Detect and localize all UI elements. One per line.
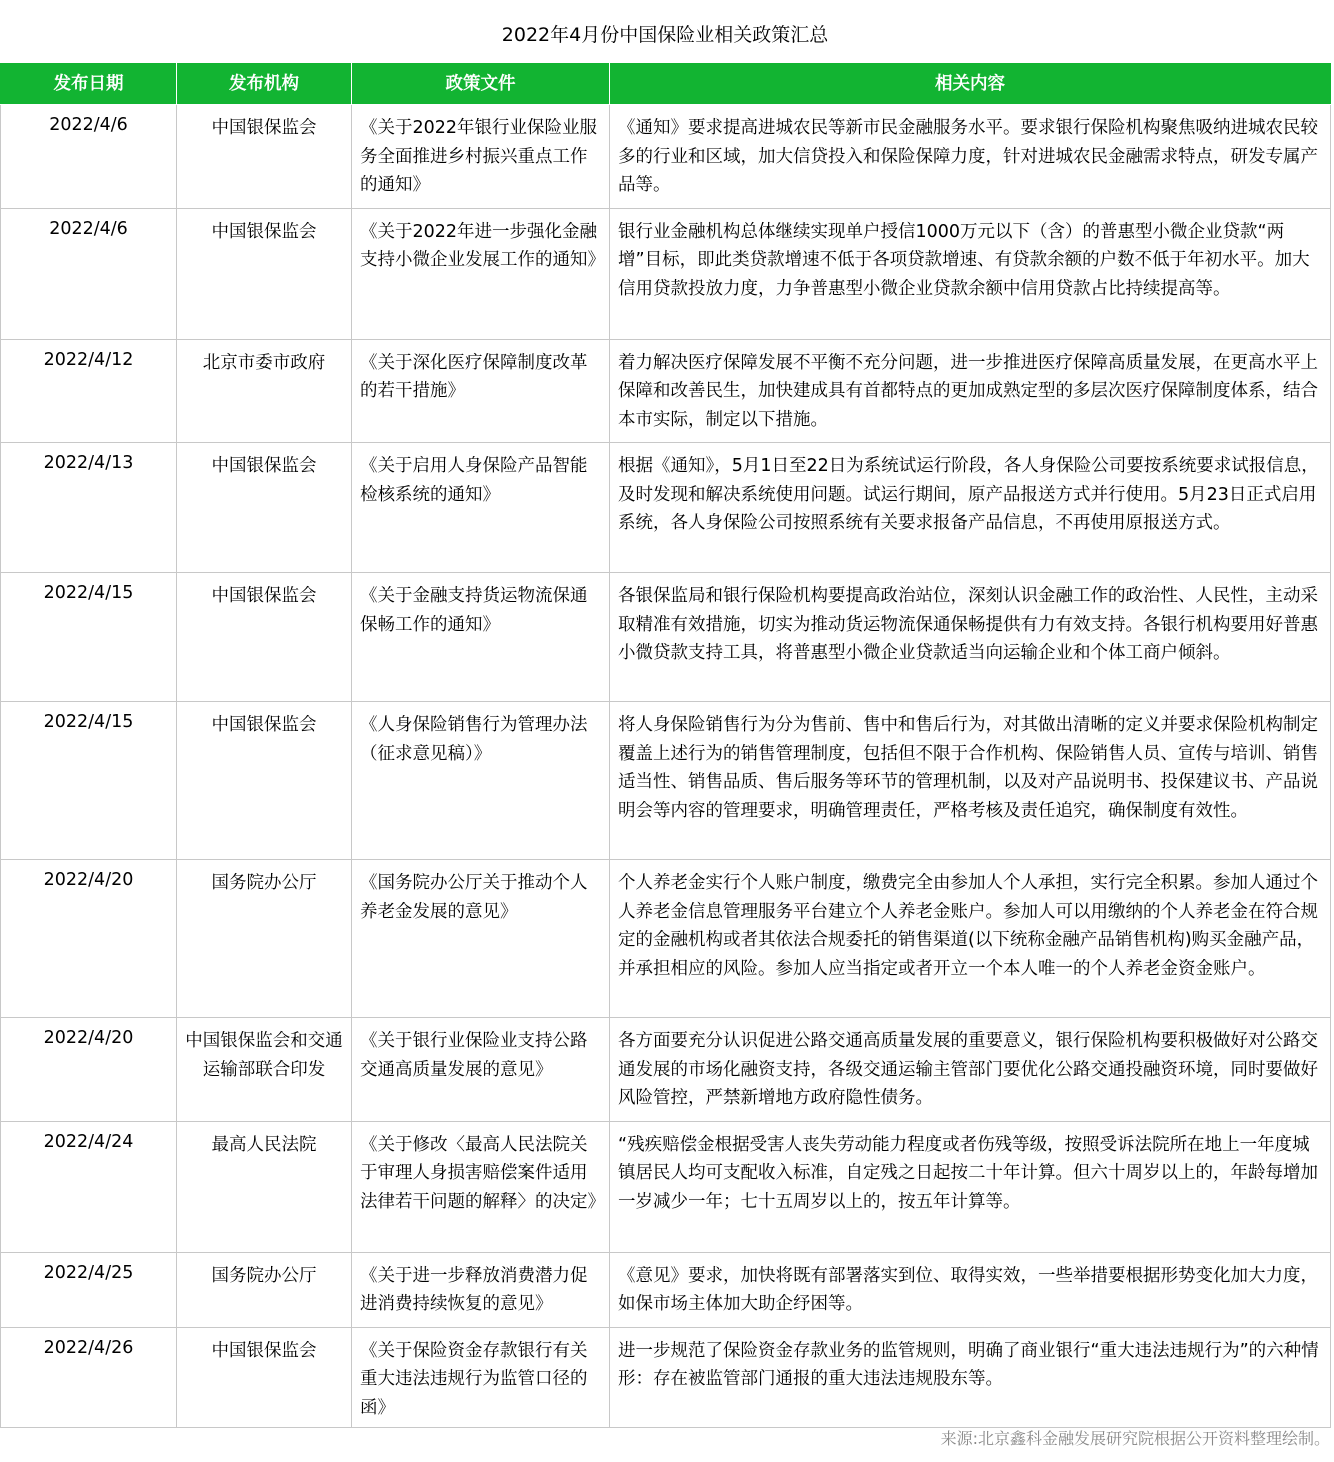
cell-doc: 《关于深化医疗保障制度改革的若干措施》 bbox=[352, 339, 610, 443]
cell-content: 《意见》要求，加快将既有部署落实到位、取得实效，一些举措要根据形势变化加大力度，如保市场主体加大助企纾困等。 bbox=[610, 1252, 1331, 1327]
table-row bbox=[1, 443, 1331, 573]
cell-doc: 《关于启用人身保险产品智能检核系统的通知》 bbox=[352, 443, 610, 573]
cell-date: 2022/4/15 bbox=[1, 573, 177, 702]
table-row bbox=[1, 1252, 1331, 1327]
cell-date: 2022/4/12 bbox=[1, 339, 177, 443]
cell-date: 2022/4/13 bbox=[1, 443, 177, 573]
cell-date: 2022/4/15 bbox=[1, 702, 177, 860]
table-row bbox=[1, 339, 1331, 443]
cell-doc: 《国务院办公厅关于推动个人养老金发展的意见》 bbox=[352, 860, 610, 1018]
cell-date: 2022/4/20 bbox=[1, 1018, 177, 1122]
cell-org: 中国银保监会 bbox=[177, 105, 352, 209]
cell-date: 2022/4/26 bbox=[1, 1327, 177, 1427]
column-header-date: 发布日期 bbox=[1, 64, 177, 105]
cell-doc: 《关于金融支持货运物流保通保畅工作的通知》 bbox=[352, 573, 610, 702]
column-header-content: 相关内容 bbox=[610, 64, 1331, 105]
table-row bbox=[1, 105, 1331, 209]
cell-content: 着力解决医疗保障发展不平衡不充分问题，进一步推进医疗保障高质量发展，在更高水平上保障和改善民生，加快建成具有首都特点的更加成熟定型的多层次医疗保障制度体系，结合本市实际，制定以下措施。 bbox=[610, 339, 1331, 443]
cell-org: 国务院办公厅 bbox=[177, 1252, 352, 1327]
table-row bbox=[1, 1018, 1331, 1122]
cell-content: 个人养老金实行个人账户制度，缴费完全由参加人个人承担，实行完全积累。参加人通过个人养老金信息管理服务平台建立个人养老金账户。参加人可以用缴纳的个人养老金在符合规定的金融机构或者其依法合规委托的销售渠道(以下统称金融产品销售机构)购买金融产品，并承担相应的风险。参加人应当指定或者开立一个本人唯一的个人养老金资金账户。 bbox=[610, 860, 1331, 1018]
cell-content: “残疾赔偿金根据受害人丧失劳动能力程度或者伤残等级，按照受诉法院所在地上一年度城镇居民人均可支配收入标准，自定残之日起按二十年计算。但六十周岁以上的，年龄每增加一岁减少一年；七十五周岁以上的，按五年计算等。 bbox=[610, 1121, 1331, 1252]
cell-content: 银行业金融机构总体继续实现单户授信1000万元以下（含）的普惠型小微企业贷款“两增”目标，即此类贷款增速不低于各项贷款增速、有贷款余额的户数不低于年初水平。加大信用贷款投放力度，力争普惠型小微企业贷款余额中信用贷款占比持续提高等。 bbox=[610, 208, 1331, 339]
cell-date: 2022/4/6 bbox=[1, 208, 177, 339]
cell-doc: 《关于银行业保险业支持公路交通高质量发展的意见》 bbox=[352, 1018, 610, 1122]
cell-org: 中国银保监会 bbox=[177, 702, 352, 860]
cell-org: 中国银保监会 bbox=[177, 1327, 352, 1427]
cell-org: 中国银保监会和交通运输部联合印发 bbox=[177, 1018, 352, 1122]
table-header-row bbox=[1, 64, 1331, 105]
cell-content: 进一步规范了保险资金存款业务的监管规则，明确了商业银行“重大违法违规行为”的六种情形：存在被监管部门通报的重大违法违规股东等。 bbox=[610, 1327, 1331, 1427]
cell-doc: 《关于2022年进一步强化金融支持小微企业发展工作的通知》 bbox=[352, 208, 610, 339]
column-header-org: 发布机构 bbox=[177, 64, 352, 105]
cell-doc: 《关于保险资金存款银行有关重大违法违规行为监管口径的函》 bbox=[352, 1327, 610, 1427]
policy-table bbox=[0, 63, 1331, 1428]
cell-org: 中国银保监会 bbox=[177, 443, 352, 573]
cell-content: 将人身保险销售行为分为售前、售中和售后行为，对其做出清晰的定义并要求保险机构制定覆盖上述行为的销售管理制度，包括但不限于合作机构、保险销售人员、宣传与培训、销售适当性、销售品质、售后服务等环节的管理机制，以及对产品说明书、投保建议书、产品说明会等内容的管理要求，明确管理责任，严格考核及责任追究，确保制度有效性。 bbox=[610, 702, 1331, 860]
column-header-doc: 政策文件 bbox=[352, 64, 610, 105]
table-row bbox=[1, 860, 1331, 1018]
cell-org: 最高人民法院 bbox=[177, 1121, 352, 1252]
cell-date: 2022/4/20 bbox=[1, 860, 177, 1018]
cell-content: 根据《通知》，5月1日至22日为系统试运行阶段，各人身保险公司要按系统要求试报信息，及时发现和解决系统使用问题。试运行期间，原产品报送方式并行使用。5月23日正式启用系统，各人身保险公司按照系统有关要求报备产品信息，不再使用原报送方式。 bbox=[610, 443, 1331, 573]
cell-doc: 《关于2022年银行业保险业服务全面推进乡村振兴重点工作的通知》 bbox=[352, 105, 610, 209]
page-title: 2022年4月份中国保险业相关政策汇总 bbox=[501, 24, 829, 46]
cell-doc: 《人身保险销售行为管理办法（征求意见稿）》 bbox=[352, 702, 610, 860]
cell-date: 2022/4/6 bbox=[1, 105, 177, 209]
table-row bbox=[1, 1121, 1331, 1252]
cell-date: 2022/4/24 bbox=[1, 1121, 177, 1252]
cell-org: 中国银保监会 bbox=[177, 573, 352, 702]
table-row bbox=[1, 573, 1331, 702]
cell-doc: 《关于进一步释放消费潜力促进消费持续恢复的意见》 bbox=[352, 1252, 610, 1327]
cell-org: 国务院办公厅 bbox=[177, 860, 352, 1018]
cell-org: 中国银保监会 bbox=[177, 208, 352, 339]
cell-content: 各方面要充分认识促进公路交通高质量发展的重要意义，银行保险机构要积极做好对公路交通发展的市场化融资支持，各级交通运输主管部门要优化公路交通投融资环境，同时要做好风险管控，严禁新增地方政府隐性债务。 bbox=[610, 1018, 1331, 1122]
source-note: 来源:北京鑫科金融发展研究院根据公开资料整理绘制。 bbox=[940, 1429, 1330, 1448]
cell-content: 《通知》要求提高进城农民等新市民金融服务水平。要求银行保险机构聚焦吸纳进城农民较多的行业和区域，加大信贷投入和保险保障力度，针对进城农民金融需求特点，研发专属产品等。 bbox=[610, 105, 1331, 209]
table-row bbox=[1, 1327, 1331, 1427]
table-row bbox=[1, 702, 1331, 860]
cell-org: 北京市委市政府 bbox=[177, 339, 352, 443]
table-row bbox=[1, 208, 1331, 339]
cell-date: 2022/4/25 bbox=[1, 1252, 177, 1327]
cell-content: 各银保监局和银行保险机构要提高政治站位，深刻认识金融工作的政治性、人民性，主动采取精准有效措施，切实为推动货运物流保通保畅提供有力有效支持。各银行机构要用好普惠小微贷款支持工具，将普惠型小微企业贷款适当向运输企业和个体工商户倾斜。 bbox=[610, 573, 1331, 702]
cell-doc: 《关于修改〈最高人民法院关于审理人身损害赔偿案件适用法律若干问题的解释〉的决定》 bbox=[352, 1121, 610, 1252]
